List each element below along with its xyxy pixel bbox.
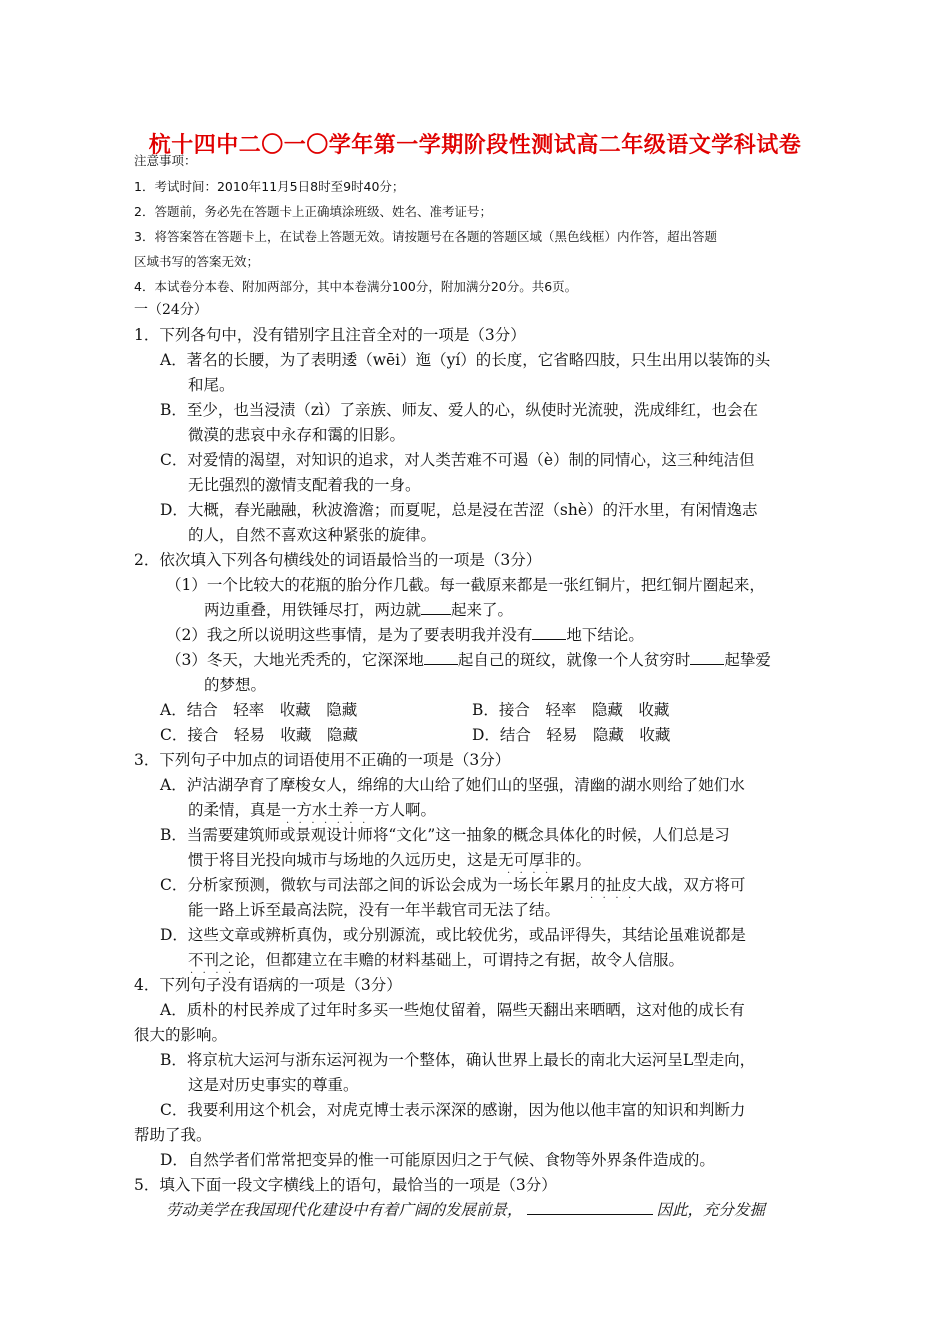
q3-option-c-cont: 能一路上诉至最高法院，没有一年半载官司无法了结。	[188, 901, 561, 919]
q4-option-b-cont: 这是对历史事实的尊重。	[188, 1076, 359, 1094]
q2-s2-text-end: 地下结论。	[566, 626, 644, 644]
q4-option-d: D．自然学者们常常把变异的惟一可能原因归之于气候、食物等外界条件造成的。	[160, 1151, 715, 1169]
section-heading: 一（24分）	[134, 302, 208, 318]
exam-title: 杭十四中二〇一〇学年第一学期阶段性测试高二年级语文学科试卷	[148, 133, 802, 158]
note-4: 4．本试卷分本卷、附加两部分，其中本卷满分100分，附加满分20分。共6页。	[134, 279, 578, 294]
emphasis-dots-d: ····	[190, 968, 241, 979]
emphasis-dots-c: ····	[590, 893, 641, 904]
q1-option-d-cont: 的人，自然不喜欢这种紧张的旋律。	[188, 526, 437, 544]
q2-s3-blank-1	[424, 650, 458, 665]
q2-s3-text-mid: 起自己的斑纹，就像一个人贫穷时	[457, 651, 691, 669]
q3-option-a-cont: 的柔情，真是一方水土养一方人啊。	[188, 801, 437, 819]
note-3b: 区域书写的答案无效；	[134, 254, 260, 269]
q2-sentence-3	[166, 649, 771, 671]
emphasis-dots-b: ····	[507, 868, 558, 879]
q2-option-b: B．接合 轻率 隐藏 收藏	[472, 701, 670, 719]
q4-option-b: B．将京杭大运河与浙东运河视为一个整体，确认世界上最长的南北大运河呈L型走向，	[160, 1051, 756, 1069]
q3-option-b-cont: 惯于将目光投向城市与场地的久远历史，这是无可厚非的。	[188, 851, 592, 869]
q5-blank	[527, 1200, 653, 1215]
q2-s2-blank	[532, 625, 566, 640]
q1-option-a-cont: 和尾。	[188, 376, 235, 394]
q2-s3-text-end: 起挚爱	[724, 651, 771, 669]
q5-passage-text: 劳动美学在我国现代化建设中有着广阔的发展前景，	[166, 1201, 523, 1219]
q3-option-a: A．泸沽湖孕育了摩梭女人，绵绵的大山给了她们山的坚强，清幽的湖水则给了她们水	[160, 776, 745, 794]
q2-s2-text: （2）我之所以说明这些事情，是为了要表明我并没有	[166, 626, 533, 644]
q1-option-c: C．对爱情的渴望，对知识的追求，对人类苦难不可遏（è）制的同情心，这三种纯洁但	[160, 451, 755, 469]
q2-option-a: A．结合 轻率 收藏 隐藏	[160, 701, 358, 719]
q3-option-d-cont: 不刊之论，但都建立在丰赡的材料基础上，可谓持之有据，故令人信服。	[188, 951, 685, 969]
q2-s1-blank	[421, 600, 451, 615]
q2-option-c: C．接合 轻易 收藏 隐藏	[160, 726, 358, 744]
q4-stem: 4．下列句子没有语病的一项是（3分）	[134, 976, 402, 994]
q5-passage-text-end: 因此，充分发掘	[656, 1201, 766, 1219]
q4-option-c: C．我要利用这个机会，对虎克博士表示深深的感谢，因为他以他丰富的知识和判断力	[160, 1101, 746, 1119]
q1-stem: 1．下列各句中，没有错别字且注音全对的一项是（3分）	[134, 326, 526, 344]
q5-passage	[166, 1199, 765, 1221]
q1-option-b-cont: 微漠的悲哀中永存和霭的旧影。	[188, 426, 406, 444]
q3-option-c: C．分析家预测，微软与司法部之间的诉讼会成为一场长年累月的扯皮大战，双方将可	[160, 876, 746, 894]
q2-s1-text: 两边重叠，用铁锤尽打，两边就	[204, 601, 422, 619]
q2-sentence-2	[166, 624, 644, 646]
q2-s3-text: （3）冬天，大地光秃秃的，它深深地	[166, 651, 424, 669]
q4-option-c-cont: 帮助了我。	[134, 1126, 212, 1144]
notes-heading: 注意事项：	[134, 153, 197, 168]
q1-option-d: D．大概，春光融融，秋波澹澹；而夏呢，总是浸在苦涩（shè）的汗水里，有闲情逸志	[160, 501, 758, 519]
q3-option-d: D．这些文章或辨析真伪，或分别源流，或比较优劣，或品评得失，其结论虽难说都是	[160, 926, 746, 944]
q2-s3-blank-2	[690, 650, 724, 665]
q5-stem: 5．填入下面一段文字横线上的语句，最恰当的一项是（3分）	[134, 1176, 557, 1194]
q3-option-b: B．当需要建筑师或景观设计师将“文化”这一抽象的概念具体化的时候，人们总是习	[160, 826, 730, 844]
q2-sentence-1-cont	[204, 599, 513, 621]
q2-option-d: D．结合 轻易 隐藏 收藏	[472, 726, 671, 744]
q2-stem: 2．依次填入下列各句横线处的词语最恰当的一项是（3分）	[134, 551, 542, 569]
note-3a: 3．将答案答在答题卡上，在试卷上答题无效。请按题号在各题的答题区域（黑色线框）内作答，超出答题	[134, 229, 717, 244]
q2-sentence-3-cont: 的梦想。	[204, 676, 267, 694]
q2-sentence-1: （1）一个比较大的花瓶的胎分作几截。每一截原来都是一张红铜片，把红铜片圈起来，	[166, 576, 765, 594]
q4-option-a: A．质朴的村民养成了过年时多买一些炮仗留着，隔些天翻出来晒晒，这对他的成长有	[160, 1001, 745, 1019]
emphasis-dots-a: ·······	[286, 818, 375, 829]
note-2: 2．答题前，务必先在答题卡上正确填涂班级、姓名、准考证号；	[134, 204, 492, 219]
q4-option-a-cont: 很大的影响。	[134, 1026, 228, 1044]
q1-option-c-cont: 无比强烈的激情支配着我的一身。	[188, 476, 421, 494]
q2-s1-text-end: 起来了。	[451, 601, 514, 619]
note-1: 1．考试时间：2010年11月5日8时至9时40分；	[134, 179, 405, 194]
q3-stem: 3．下列句子中加点的词语使用不正确的一项是（3分）	[134, 751, 511, 769]
q1-option-a: A．著名的长腰，为了表明逶（wēi）迤（yí）的长度，它省略四肢，只生出用以装饰的头	[160, 351, 771, 369]
q1-option-b: B．至少，也当浸渍（zì）了亲族、师友、爱人的心，纵使时光流驶，洗成绯红，也会在	[160, 401, 759, 419]
